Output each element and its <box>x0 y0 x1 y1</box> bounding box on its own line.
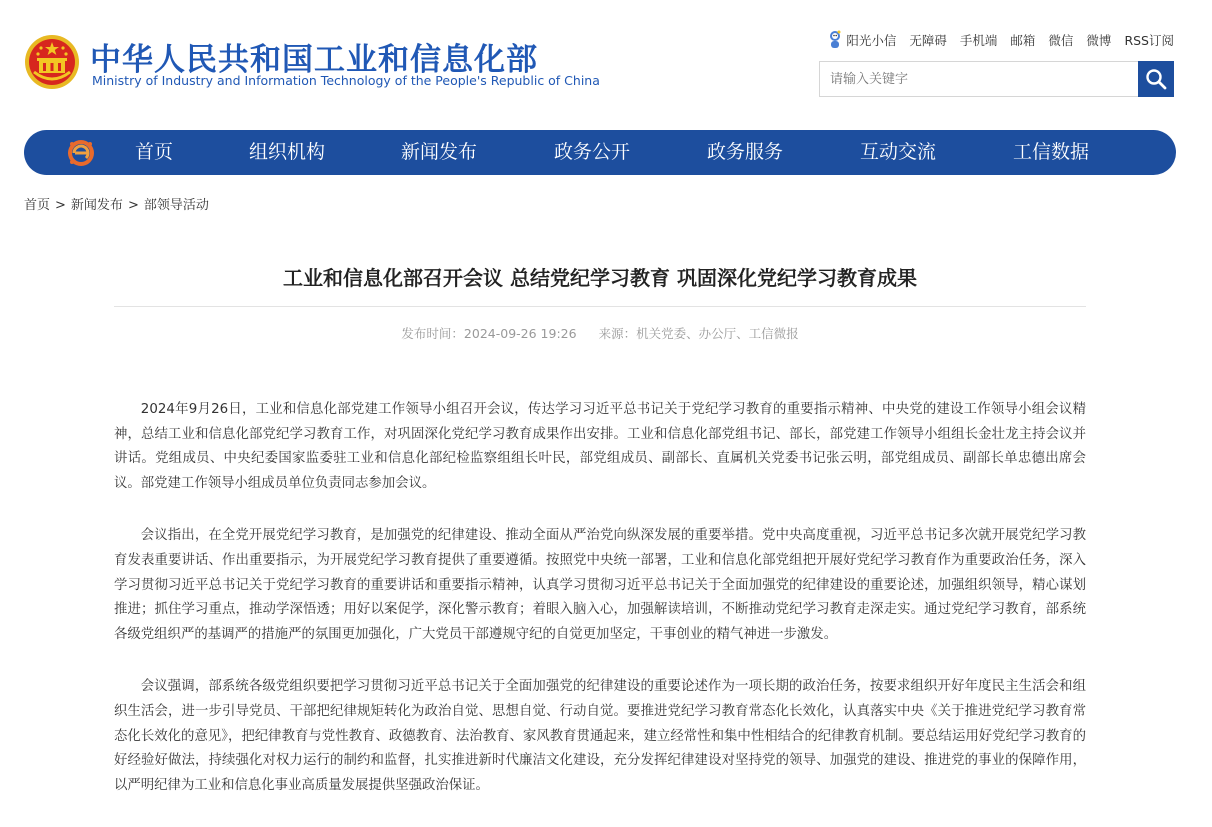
sunshine-mascot-icon <box>828 30 842 50</box>
article-source: 来源：机关党委、办公厅、工信微报 <box>598 326 799 341</box>
link-email[interactable]: 邮箱 <box>1010 33 1036 48</box>
link-weibo[interactable]: 微博 <box>1086 33 1112 48</box>
nav-organization[interactable]: 组织机构 <box>249 141 326 163</box>
search-box <box>819 61 1174 97</box>
article-title: 工业和信息化部召开会议 总结党纪学习教育 巩固深化党纪学习教育成果 <box>283 266 917 290</box>
search-input[interactable] <box>820 62 1140 96</box>
article-paragraph: 会议强调，部系统各级党组织要把学习贯彻习近平总书记关于全面加强党的纪律建设的重要论述作为一项长期的政治任务，按要求组织开好年度民主生活会和组织生活会，进一步引导党员、干部把纪律规矩转化为政治自觉、思想自觉、行动自觉。要推进党纪学习教育常态化长效化，认真落实中央《关于推进党纪学习教育常态化长效化的意见》，把纪律教育与党性教育、政德教育、法治教育、家风教育贯通起来，建立经常性和集中性相结合的纪律教育机制。要总结运用好党纪学习教育的好经验好做法，持续强化对权力运行的制约和监督，扎实推进新时代廉洁文化建设，充分发挥纪律建设对坚持党的领导、加强党的建设、推进党的事业的保障作用，以严明纪律为工业和信息化事业高质量发展提供坚强政治保证。 <box>114 679 1086 793</box>
main-nav <box>24 130 1176 175</box>
breadcrumb-leader-activities[interactable]: 部领导活动 <box>143 198 209 213</box>
breadcrumb-home[interactable]: 首页 <box>24 198 51 213</box>
nav-gov-affairs-open[interactable]: 政务公开 <box>554 141 631 163</box>
nav-gov-services[interactable]: 政务服务 <box>707 141 784 163</box>
link-mobile[interactable]: 手机端 <box>959 33 998 48</box>
article-paragraph: 2024年9月26日，工业和信息化部党建工作领导小组召开会议，传达学习习近平总书记关于党纪学习教育的重要指示精神、中央党的建设工作领导小组会议精神，总结工业和信息化部党纪学习教育工作，对巩固深化党纪学习教育成果作出安排。工业和信息化部党组书记、部长，部党建工作领导小组组长金壮龙主持会议并讲话。党组成员、中央纪委国家监委驻工业和信息化部纪检监察组组长叶民，部党组成员、副部长、直属机关党委书记张云明，部党组成员、副部长单忠德出席会议。部党建工作领导小组成员单位负责同志参加会议。 <box>114 402 1086 491</box>
breadcrumb <box>24 194 209 213</box>
link-wechat[interactable]: 微信 <box>1048 33 1074 48</box>
link-sunshine[interactable] <box>828 30 896 50</box>
title-divider <box>114 306 1086 307</box>
link-sunshine-label: 阳光小信 <box>846 33 897 48</box>
site-logo-title[interactable]: 中华人民共和国工业和信息化部 <box>90 42 538 78</box>
search-icon <box>1145 68 1167 90</box>
nav-interaction[interactable]: 互动交流 <box>860 141 937 163</box>
breadcrumb-separator: > <box>55 198 66 213</box>
site-logo-subtitle: Ministry of Industry and Information Technology of the People's Republic of China <box>92 73 600 88</box>
breadcrumb-separator: > <box>127 198 139 213</box>
nav-news[interactable]: 新闻发布 <box>401 141 478 163</box>
nav-data[interactable]: 工信数据 <box>1013 141 1090 163</box>
article-meta <box>114 324 1086 342</box>
article-paragraph: 会议指出，在全党开展党纪学习教育，是加强党的纪律建设、推动全面从严治党向纵深发展的重要举措。党中央高度重视，习近平总书记多次就开展党纪学习教育发表重要讲话、作出重要指示，为开展党纪学习教育提供了重要遵循。按照党中央统一部署，工业和信息化部党组把开展好党纪学习教育作为重要政治任务，深入学习贯彻习近平总书记关于党纪学习教育的重要讲话和重要指示精神，认真学习贯彻习近平总书记关于全面加强党的纪律建设的重要论述，加强组织领导，精心谋划推进；抓住学习重点，推动学深悟透；用好以案促学，深化警示教育；着眼入脑入心，加强解读培训，不断推动党纪学习教育走深走实。通过党纪学习教育，部系统各级党组织严的基调严的措施严的氛围更加强化，广大党员干部遵规守纪的自觉更加坚定，干事创业的精气神进一步激发。 <box>114 528 1086 642</box>
link-rss[interactable]: RSS订阅 <box>1124 33 1174 48</box>
search-button[interactable] <box>1138 61 1174 97</box>
link-accessibility[interactable]: 无障碍 <box>909 33 947 48</box>
article-body <box>114 398 1086 826</box>
breadcrumb-news[interactable]: 新闻发布 <box>70 198 123 213</box>
publish-time: 发布时间：2024-09-26 19:26 <box>401 326 577 341</box>
site-header <box>0 0 1212 120</box>
top-links <box>828 30 1174 50</box>
nav-home[interactable]: 首页 <box>135 141 174 163</box>
miit-logo-icon <box>66 138 96 168</box>
national-emblem-icon <box>24 34 80 90</box>
